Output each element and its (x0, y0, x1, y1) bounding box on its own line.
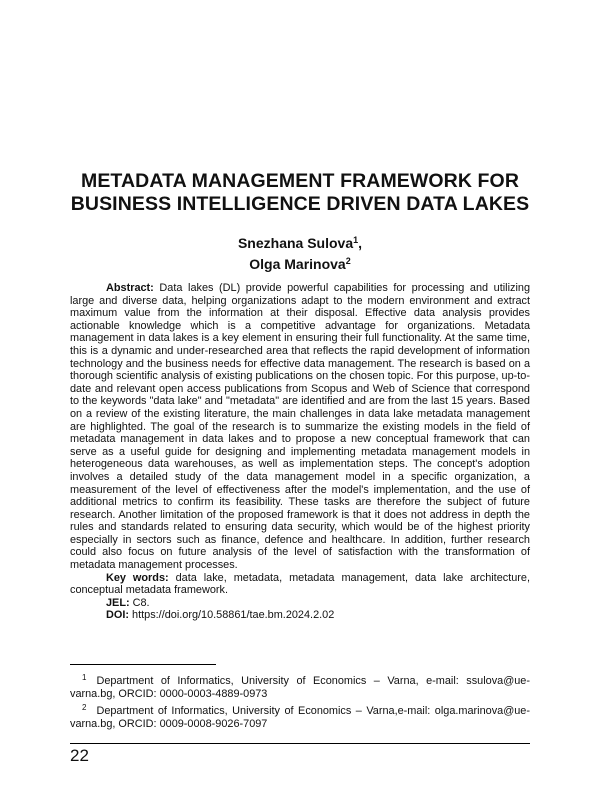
keywords-paragraph (70, 572, 530, 597)
author-1-separator: , (358, 235, 363, 251)
doi-link[interactable]: https://doi.org/10.58861/tae.bm.2024.2.02 (132, 609, 335, 622)
abstract-text: Data lakes (DL) provide powerful capabilities for processing and utilizing large and diverse data, helping organizations adapt to the modern environment and extract maximum value from the information at their disposal. Effective data analysis provides actionable knowledge which is a competitive advantage for organizations. Metadata management in data lakes is a key element in ensuring their full functionality. At the same time, this is a dynamic and under-researched area that reflects the rapid development of information technology and the business needs for effective data management. The research is based on a thorough scientific analysis of existing publications on the chosen topic. For this purpose, up-to-date and relevant open access publications from Scopus and Web of Science that correspond to the keywords "data lake" and "metadata" are identified and are from the last 15 years. Based on a review of the existing literature, the main challenges in data lake metadata management are highlighted. The goal of the research is to summarize the existing models in the field of metadata management in data lakes and to propose a new conceptual framework that can serve as a useful guide for designing and implementing metadata management models in heterogeneous data warehouses, as well as implementation steps. The concept's adoption involves a detailed study of the data management model in a specific organization, a measurement of the level of effectiveness after the model's implementation, and the use of additional metrics to confirm its feasibility. These tasks are therefore the subject of future research. Another limitation of the proposed framework is that it does not address in depth the rules and standards related to ensuring data security, which would be of the highest priority especially in sectors such as finance, defence and healthcare. In addition, further research could also focus on future analysis of the level of satisfaction with the transformation of metadata management processes. (70, 282, 531, 572)
footnote-separator (70, 664, 216, 665)
footnotes (70, 671, 530, 731)
author-list (0, 231, 600, 273)
footnote-2-text: Department of Informatics, University of Economics – Varna,e-mail: olga.marinova@ue-varna.bg, ORCID: 0009-0008-9026-7097 (70, 705, 530, 730)
doi-label: DOI: (106, 609, 129, 622)
page-number: 22 (70, 746, 89, 765)
author-2-name: Olga Marinova (249, 256, 346, 272)
abstract-paragraph (70, 282, 530, 572)
footnote-1 (70, 671, 530, 701)
abstract-label: Abstract: (106, 282, 154, 294)
footnote-2 (70, 701, 530, 731)
jel-line (70, 597, 530, 610)
author-2-footnote-mark: 2 (345, 256, 351, 266)
jel-code: C8. (132, 596, 150, 609)
title-line-2: BUSINESS INTELLIGENCE DRIVEN DATA LAKES (70, 193, 530, 215)
page-footer-rule (70, 743, 530, 744)
author-1-footnote-mark: 1 (353, 235, 359, 245)
footnote-1-text: Department of Informatics, University of Economics – Varna, e-mail: ssulova@ue-varna.bg, ORCID: 0000-0003-4889-0973 (70, 675, 530, 700)
title-line-1: METADATA MANAGEMENT FRAMEWORK FOR (80, 170, 520, 192)
author-2 (0, 252, 600, 273)
footnote-2-mark: 2 (82, 703, 87, 712)
author-1 (0, 231, 600, 252)
abstract-section (70, 282, 530, 622)
keywords-label: Key words: (106, 571, 169, 584)
author-1-name: Snezhana Sulova (237, 235, 354, 251)
doi-line (70, 609, 530, 622)
keywords-text: data lake, metadata, metadata management, data lake architecture, conceptual metadata framework. (70, 571, 530, 597)
footnote-1-mark: 1 (82, 673, 87, 682)
jel-label: JEL: (106, 596, 130, 609)
paper-title (40, 170, 560, 216)
